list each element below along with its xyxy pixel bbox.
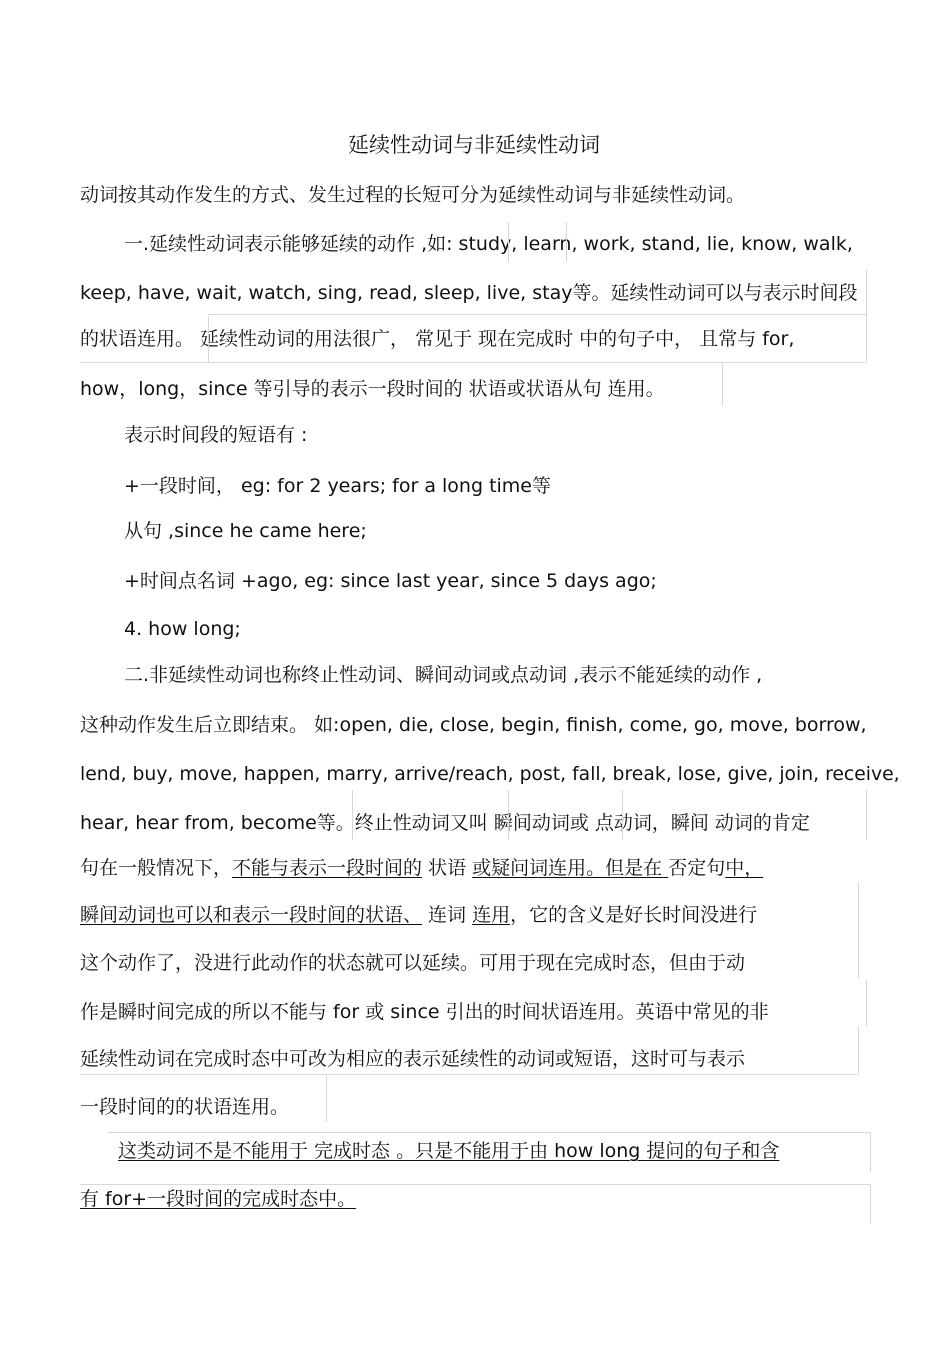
guide-line xyxy=(508,790,509,840)
note-line: 这类动词不是不能用于 完成时态 。只是不能用于由 how long 提问的句子和含 xyxy=(118,1140,780,1162)
section2-line: 这个动作了，没进行此动作的状态就可以延续。可用于现在完成时态，但由于动 xyxy=(80,952,746,974)
text-run: ，它的含义是好长时间没进行 xyxy=(510,904,758,926)
section2-line xyxy=(80,855,763,881)
guide-line xyxy=(858,882,859,978)
phrase-item: 从句 ,since he came here; xyxy=(124,520,367,542)
guide-line xyxy=(870,1184,871,1224)
guide-line xyxy=(722,362,723,406)
guide-line xyxy=(208,316,209,362)
section2-line xyxy=(80,902,757,928)
guide-line xyxy=(622,790,623,840)
guide-line xyxy=(866,270,867,362)
text-run: 否定句 xyxy=(668,857,726,879)
text-run: 连词 xyxy=(422,904,473,926)
underlined-text: 但是在 xyxy=(605,857,669,879)
note-line: 有 for+一段时间的完成时态中。 xyxy=(80,1188,357,1210)
guide-line xyxy=(866,790,867,840)
intro-paragraph: 动词按其动作发生的方式、发生过程的长短可分为延续性动词与非延续性动词。 xyxy=(80,184,746,206)
section2-line: lend, buy, move, happen, marry, arrive/reach, post, fall, break, lose, give, join, receive, xyxy=(80,763,900,785)
underlined-text: 连用 xyxy=(472,904,511,926)
phrase-item: +一段时间， eg: for 2 years; for a long time等 xyxy=(124,475,551,497)
section1-line: 一.延续性动词表示能够延续的动作 ,如: study, learn, work, stand, lie, know, walk, xyxy=(124,233,853,255)
section2-line: 延续性动词在完成时态中可改为相应的表示延续性的动词或短语，这时可与表示 xyxy=(80,1048,746,1070)
guide-line xyxy=(80,1184,870,1185)
phrases-heading: 表示时间段的短语有 : xyxy=(124,424,308,446)
phrase-item: +时间点名词 +ago, eg: since last year, since 5 days ago; xyxy=(124,570,657,592)
section2-line: hear, hear from, become等。终止性动词又叫 瞬间动词或 点动词，瞬间 动词的肯定 xyxy=(80,812,810,834)
guide-line xyxy=(352,790,353,840)
section1-line: keep, have, wait, watch, sing, read, sleep, live, stay等。延续性动词可以与表示时间段 xyxy=(80,282,858,304)
guide-line xyxy=(80,362,866,363)
underlined-text: 瞬间动词也可以和表示一段时间的状语、 xyxy=(80,904,423,926)
page-title: 延续性动词与非延续性动词 xyxy=(348,133,600,157)
guide-line xyxy=(870,1132,871,1172)
underlined-text: 不能与表示一段时间的 xyxy=(232,857,423,879)
guide-line xyxy=(326,1074,327,1122)
guide-line xyxy=(858,1026,859,1074)
guide-line xyxy=(566,222,567,262)
section2-line: 这种动作发生后立即结束。 如:open, die, close, begin, finish, come, go, move, borrow, xyxy=(80,714,867,736)
text-run: 句在一般情况下， xyxy=(80,857,233,879)
section2-line: 一段时间的的状语连用。 xyxy=(80,1096,290,1118)
underlined-text: 中， xyxy=(725,857,764,879)
section1-line: 的状语连用。 延续性动词的用法很广， 常见于 现在完成时 中的句子中， 且常与 for, xyxy=(80,328,795,350)
section1-line: how，long，since 等引导的表示一段时间的 状语或状语从句 连用。 xyxy=(80,378,665,400)
guide-line xyxy=(866,980,867,1026)
guide-line xyxy=(108,1132,870,1133)
section2-line: 作是瞬时间完成的所以不能与 for 或 since 引出的时间状语连用。英语中常见的非 xyxy=(80,1001,769,1023)
underlined-text: 或疑问词连用。 xyxy=(472,857,606,879)
phrase-item: 4. how long; xyxy=(124,618,241,640)
guide-line xyxy=(208,314,866,315)
text-run: 状语 xyxy=(422,857,473,879)
guide-line xyxy=(508,222,509,262)
guide-line xyxy=(80,1074,858,1075)
section2-line: 二.非延续性动词也称终止性动词、瞬间动词或点动词 ,表示不能延续的动作 , xyxy=(124,664,763,686)
